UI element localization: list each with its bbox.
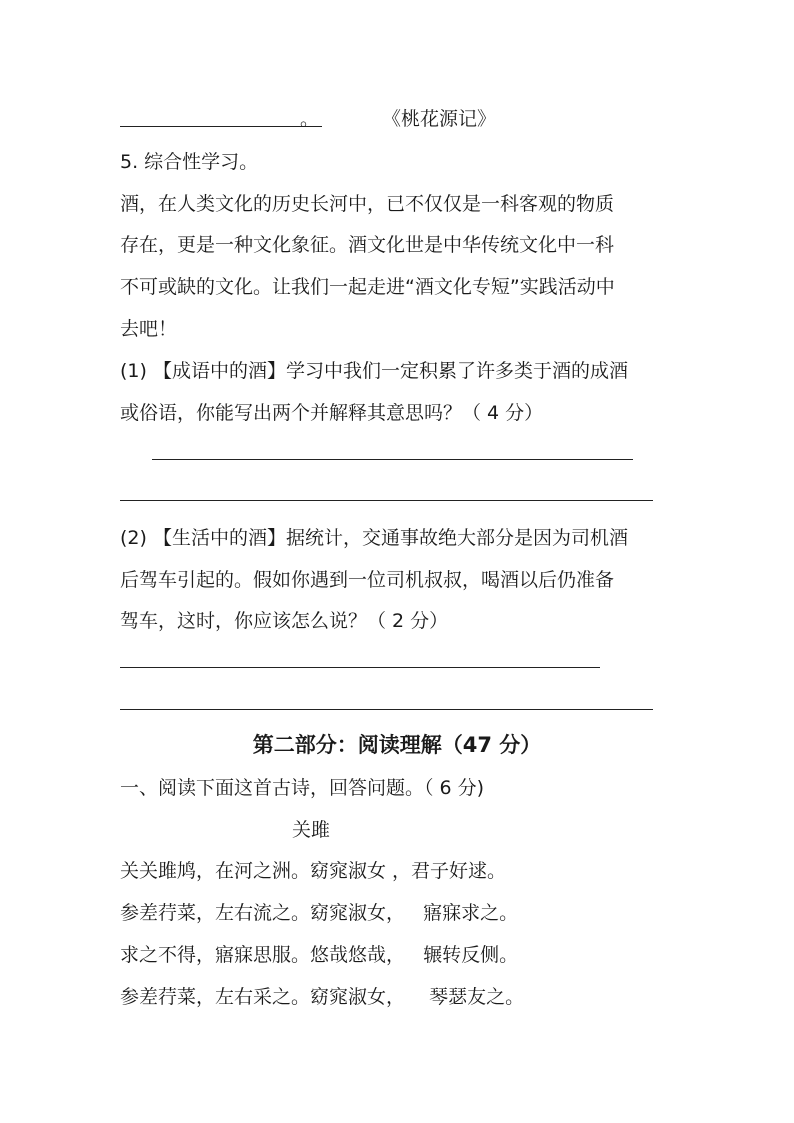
poem-line-4: 参差荇菜，左右采之。窈窕淑女， 琴瑟友之。 bbox=[120, 986, 525, 1008]
q5-sub2-line-2: 后驾车引起的。假如你遇到一位司机叔叔，喝酒以后仍准备 bbox=[120, 569, 615, 591]
sub1-answer-line-1[interactable] bbox=[152, 459, 633, 460]
q5-sub2-line-3: 驾车，这时，你应该怎么说？（ 2 分） bbox=[120, 610, 449, 632]
q5-sub1-line-1: (1) 【成语中的酒】学习中我们一定积累了许多类于酒的成酒 bbox=[120, 360, 628, 382]
poem-line-2: 参差荇菜，左右流之。窈窕淑女， 寤寐求之。 bbox=[120, 902, 519, 924]
q5-intro-line-4: 去吧！ bbox=[120, 318, 178, 340]
sub1-answer-line-2[interactable] bbox=[120, 500, 653, 501]
sub2-answer-line-2[interactable] bbox=[120, 709, 653, 710]
poem-line-3: 求之不得，寤寐思服。悠哉悠哉， 辗转反侧。 bbox=[120, 944, 519, 966]
book-title: 《桃花源记》 bbox=[382, 108, 497, 130]
blank-period: 。 bbox=[300, 108, 320, 130]
question-5-heading: 5. 综合性学习。 bbox=[120, 151, 259, 173]
section-one-instruction: 一、阅读下面这首古诗，回答问题。（ 6 分) bbox=[120, 777, 485, 799]
part-two-heading: 第二部分：阅读理解（47 分） bbox=[252, 733, 542, 757]
q5-sub1-line-2: 或俗语，你能写出两个并解释其意思吗？（ 4 分） bbox=[120, 402, 544, 424]
answer-blank-line[interactable] bbox=[120, 126, 322, 127]
q5-sub2-line-1: (2) 【生活中的酒】据统计，交通事故绝大部分是因为司机酒 bbox=[120, 527, 628, 549]
poem-title: 关雎 bbox=[292, 819, 331, 841]
q5-intro-line-3: 不可或缺的文化。让我们一起走进“酒文化专短”实践活动中 bbox=[120, 276, 615, 298]
q5-intro-line-1: 酒，在人类文化的历史长河中，已不仅仅是一科客观的物质 bbox=[120, 193, 615, 215]
q5-intro-line-2: 存在，更是一种文化象征。酒文化世是中华传统文化中一科 bbox=[120, 234, 615, 256]
poem-line-1: 关关雎鸠，在河之洲。窈窕淑女 ，君子好逑。 bbox=[120, 860, 507, 882]
sub2-answer-line-1[interactable] bbox=[120, 667, 600, 668]
